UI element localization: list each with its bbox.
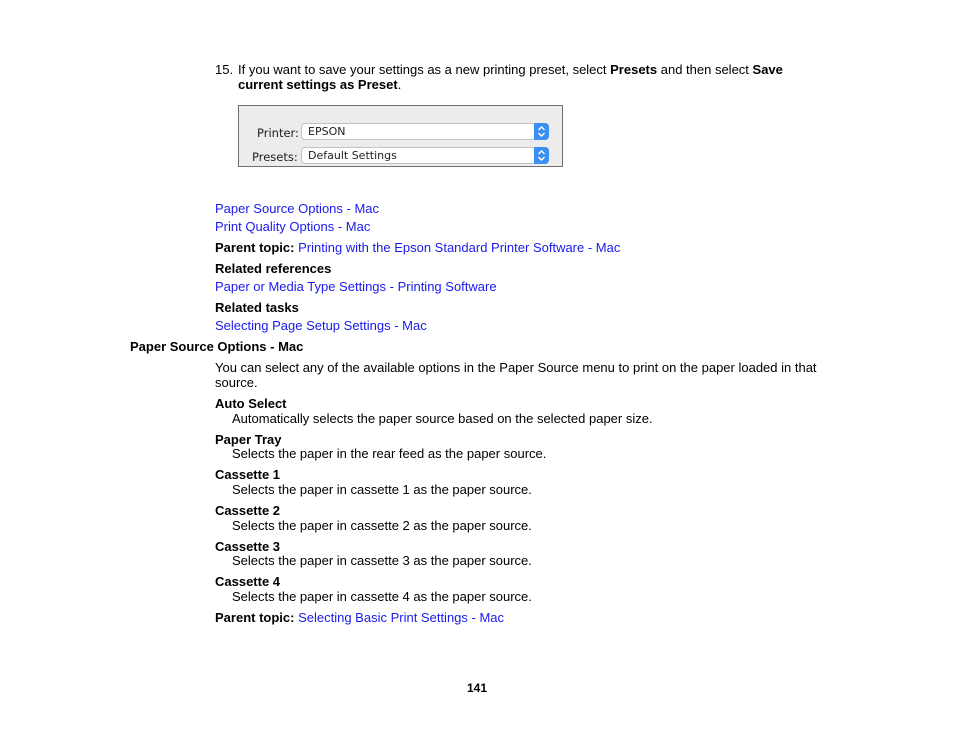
page-number: 141 (466, 681, 488, 695)
option-term: Auto Select (215, 396, 287, 411)
parent-topic-1 (215, 240, 620, 255)
section-intro-line-2: source. (215, 375, 258, 390)
printer-value: EPSON (308, 125, 346, 138)
presets-select[interactable] (301, 147, 549, 164)
option-desc: Selects the paper in cassette 1 as the paper source. (232, 482, 532, 497)
option-term: Cassette 1 (215, 467, 281, 482)
parent-topic-label: Parent topic: (215, 240, 295, 255)
parent-topic-link[interactable]: Printing with the Epson Standard Printer Software - Mac (298, 240, 621, 255)
printer-row (239, 123, 562, 143)
presets-row (239, 147, 562, 167)
link-selecting-page-setup[interactable]: Selecting Page Setup Settings - Mac (215, 318, 427, 333)
option-desc: Selects the paper in cassette 3 as the paper source. (232, 553, 532, 568)
presets-label: Presets: (252, 150, 298, 164)
related-tasks-heading: Related tasks (215, 300, 299, 315)
step-text-line-1 (238, 62, 783, 77)
parent-topic-label: Parent topic: (215, 610, 295, 625)
step-text: . (397, 77, 402, 92)
option-desc: Selects the paper in the rear feed as the paper source. (232, 446, 547, 461)
step-text: and then select (657, 62, 753, 77)
link-print-quality-options[interactable]: Print Quality Options - Mac (215, 219, 371, 234)
option-desc: Selects the paper in cassette 2 as the paper source. (232, 518, 532, 533)
section-intro-line-1: You can select any of the available options in the Paper Source menu to print on the paper loaded in that (215, 360, 817, 375)
chevron-updown-icon (534, 123, 549, 140)
option-term: Cassette 4 (215, 574, 281, 589)
link-paper-source-options[interactable]: Paper Source Options - Mac (215, 201, 380, 216)
option-term: Paper Tray (215, 432, 282, 447)
step-text-line-2 (238, 77, 401, 92)
parent-topic-2 (215, 610, 504, 625)
section-title: Paper Source Options - Mac (130, 339, 304, 354)
printer-select[interactable] (301, 123, 549, 140)
print-dialog-screenshot (238, 105, 563, 167)
step-text: If you want to save your settings as a new printing preset, select (238, 62, 611, 77)
chevron-updown-icon (534, 147, 549, 164)
parent-topic-link[interactable]: Selecting Basic Print Settings - Mac (298, 610, 505, 625)
step-presets-term: Presets (610, 62, 658, 77)
printer-label: Printer: (257, 126, 299, 140)
option-term: Cassette 2 (215, 503, 281, 518)
presets-value: Default Settings (308, 149, 397, 162)
related-references-heading: Related references (215, 261, 332, 276)
link-paper-media-type-settings[interactable]: Paper or Media Type Settings - Printing Software (215, 279, 497, 294)
option-term: Cassette 3 (215, 539, 281, 554)
step-save-term-cont: current settings as Preset (238, 77, 398, 92)
step-save-term: Save (752, 62, 783, 77)
step-number: 15. (215, 62, 234, 77)
option-desc: Selects the paper in cassette 4 as the paper source. (232, 589, 532, 604)
option-desc: Automatically selects the paper source based on the selected paper size. (232, 411, 653, 426)
